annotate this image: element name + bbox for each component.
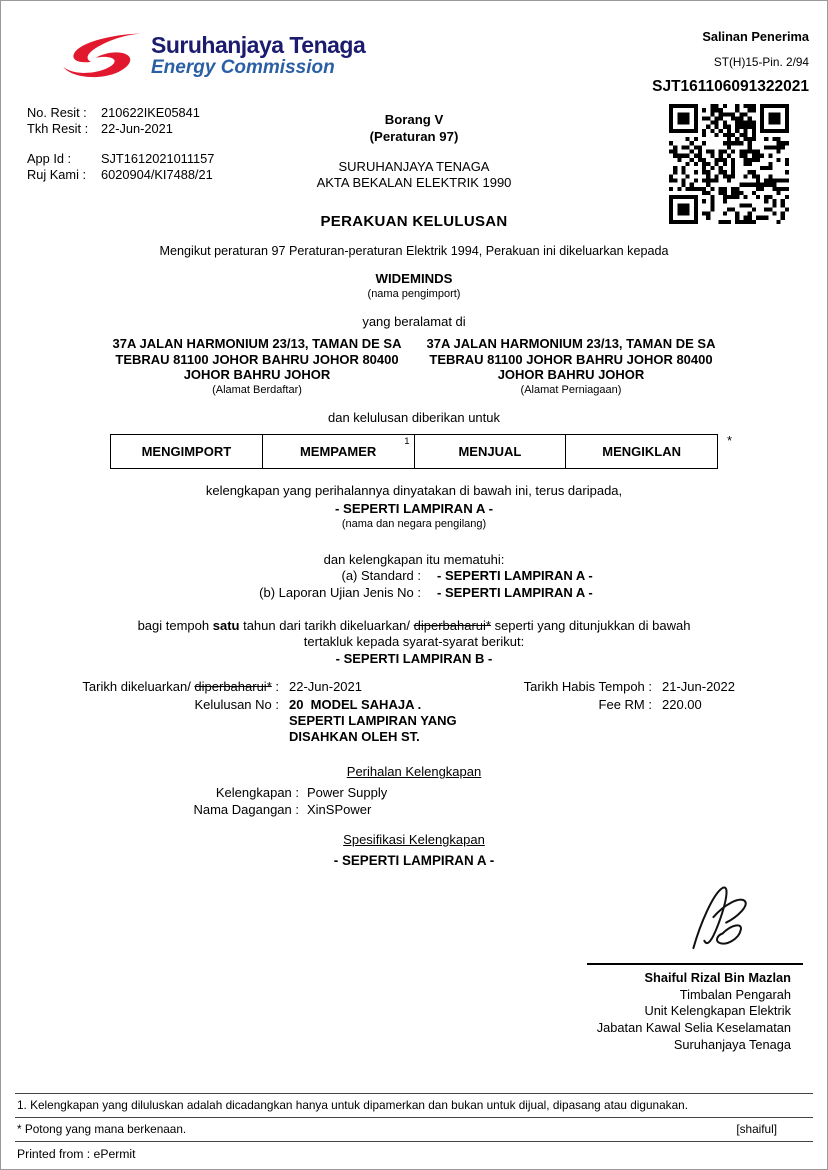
issued-date-value: 22-Jun-2021 xyxy=(289,678,362,694)
signatory-organization: Suruhanjaya Tenaga xyxy=(673,1036,791,1052)
fee-value: 220.00 xyxy=(662,696,702,712)
certificate-title: PERAKUAN KELULUSAN xyxy=(320,212,508,230)
printed-by-initials: [shaiful] xyxy=(736,1122,777,1136)
equipment-section-title: Perihalan Kelengkapan xyxy=(346,764,482,780)
issued-label-pre: Tarikh dikeluarkan/ xyxy=(82,678,195,694)
footnote-1: 1. Kelengkapan yang diluluskan adalah dicadangkan hanya untuk dipamerkan dan bukan untuk dijual, dipasang atau digunakan. xyxy=(17,1098,688,1112)
test-report-value: - SEPERTI LAMPIRAN A - xyxy=(437,584,593,600)
business-address: 37A JALAN HARMONIUM 23/13, TAMAN DE SA TEBRAU 81100 JOHOR BAHRU JOHOR 80400 JOHOR BAHRU JOHOR xyxy=(426,335,716,383)
receipt-no-value: 210622IKE05841 xyxy=(101,105,200,120)
activity-menjual xyxy=(414,434,566,469)
logo-text xyxy=(151,33,365,78)
validity-post: seperti yang ditunjukkan di bawah xyxy=(490,618,691,634)
activity-menjual-label: MENJUAL xyxy=(458,443,522,459)
logo-name-malay: Suruhanjaya Tenaga xyxy=(151,32,366,59)
signature-image xyxy=(677,875,759,961)
activity-mengiklan xyxy=(566,434,718,469)
signatory-department: Jabatan Kawal Selia Keselamatan xyxy=(596,1019,791,1035)
ruj-kami-label: Ruj Kami : xyxy=(27,167,87,183)
issued-label-strike: diperbaharui* xyxy=(194,678,272,694)
copy-label: Salinan Penerima xyxy=(702,29,809,44)
activity-mempamer xyxy=(262,434,414,469)
importer-caption: (nama pengimport) xyxy=(367,288,461,301)
expiry-date-value: 21-Jun-2022 xyxy=(662,678,735,694)
address-intro: yang beralamat di xyxy=(362,313,466,329)
approval-no-line-3: DISAHKAN OLEH ST. xyxy=(289,728,420,744)
manufacturer-value: - SEPERTI LAMPIRAN A - xyxy=(334,501,493,517)
activities-asterisk: * xyxy=(726,432,732,448)
compliance-grid xyxy=(1,568,827,601)
form-title: Borang V xyxy=(384,112,444,127)
signature-block xyxy=(587,875,803,1053)
fee-label: Fee RM : xyxy=(598,696,652,712)
footer xyxy=(15,1093,813,1161)
form-code: ST(H)15-Pin. 2/94 xyxy=(713,55,809,69)
spec-value: - SEPERTI LAMPIRAN A - xyxy=(333,852,495,868)
manufacturer-caption: (nama dan negara pengilang) xyxy=(341,518,487,531)
business-address-caption: (Alamat Perniagaan) xyxy=(520,384,622,397)
spec-section-title: Spesifikasi Kelengkapan xyxy=(343,831,485,847)
registered-address-block xyxy=(109,336,405,398)
activity-mengiklan-label: MENGIKLAN xyxy=(602,443,681,459)
serial-number: SJT161106091322021 xyxy=(652,78,809,95)
app-id-value: SJT1612021011157 xyxy=(101,150,215,166)
signatory-unit: Unit Kelengkapan Elektrik xyxy=(644,1003,791,1019)
compliance-intro: dan kelengkapan itu mematuhi: xyxy=(323,551,505,567)
footnote-1-mark: 1 xyxy=(404,435,410,447)
app-id-label: App Id : xyxy=(27,150,72,166)
issued-label-post: : xyxy=(271,678,279,694)
logo-name-english: Energy Commission xyxy=(151,56,335,78)
importer-name: WIDEMINDS xyxy=(375,271,453,287)
issue-details xyxy=(1,679,827,744)
signatory-name: Shaiful Rizal Bin Mazlan xyxy=(644,970,791,985)
form-regulation: (Peraturan 97) xyxy=(369,129,459,145)
kelengkapan-value: Power Supply xyxy=(307,785,388,801)
printed-from: Printed from : ePermit xyxy=(17,1147,136,1161)
approval-activities xyxy=(110,432,732,470)
approval-no-line-2: SEPERTI LAMPIRAN YANG xyxy=(289,712,457,728)
act-name: AKTA BEKALAN ELEKTRIK 1990 xyxy=(316,174,512,190)
terms-intro: tertakluk kepada syarat-syarat berikut: xyxy=(303,634,525,650)
activity-mempamer-label: MEMPAMER xyxy=(299,443,377,459)
brand-value: XinSPower xyxy=(307,802,372,818)
validity-clause xyxy=(1,618,827,634)
approval-no-value xyxy=(279,697,484,745)
st-swoosh-logo-icon xyxy=(59,27,143,85)
test-report-label: (b) Laporan Ujian Jenis No : xyxy=(259,584,421,600)
approval-no-line-1: 20 MODEL SAHAJA . xyxy=(289,696,422,712)
receipt-date-label: Tkh Resit : xyxy=(27,121,89,137)
brand-label: Nama Dagangan : xyxy=(193,802,299,818)
activity-mengimport xyxy=(111,434,263,469)
issued-to-intro: Mengikut peraturan 97 Peraturan-peraturan Elektrik 1994, Perakuan ini dikeluarkan kepada xyxy=(159,244,669,259)
validity-bold-word: satu xyxy=(212,618,240,634)
business-address-block xyxy=(423,336,719,398)
equipment-clause: kelengkapan yang perihalannya dinyatakan di bawah ini, terus daripada, xyxy=(205,483,623,499)
receipt-date-value: 22-Jun-2021 xyxy=(101,121,173,137)
signature-line xyxy=(587,963,803,965)
ruj-kami-value: 6020904/KI7488/21 xyxy=(101,167,213,183)
terms-value: - SEPERTI LAMPIRAN B - xyxy=(335,651,493,667)
footnote-asterisk: * Potong yang mana berkenaan. xyxy=(17,1122,187,1136)
validity-mid: tahun dari tarikh dikeluarkan/ xyxy=(239,618,414,634)
form-title-block xyxy=(1,111,827,145)
equipment-details xyxy=(1,785,827,818)
activity-mengimport-label: MENGIMPORT xyxy=(141,443,232,459)
approval-intro: dan kelulusan diberikan untuk xyxy=(327,409,500,425)
footnote-row xyxy=(15,1118,813,1141)
receipt-no-label: No. Resit : xyxy=(27,105,87,120)
issued-date-label xyxy=(1,679,279,695)
validity-pre: bagi tempoh xyxy=(137,618,213,634)
registered-address: 37A JALAN HARMONIUM 23/13, TAMAN DE SA TEBRAU 81100 JOHOR BAHRU JOHOR 80400 JOHOR BAHRU JOHOR xyxy=(112,335,402,383)
energy-commission-logo xyxy=(59,27,365,85)
approval-no-label: Kelulusan No : xyxy=(194,696,279,712)
signatory-position: Timbalan Pengarah xyxy=(679,986,791,1002)
standard-value: - SEPERTI LAMPIRAN A - xyxy=(437,567,593,583)
certificate-body xyxy=(1,159,827,869)
addresses xyxy=(1,336,827,398)
standard-label: (a) Standard : xyxy=(341,567,421,583)
org-name: SURUHANJAYA TENAGA xyxy=(338,159,490,174)
approval-activities-table xyxy=(110,434,718,470)
expiry-date-label: Tarikh Habis Tempoh : xyxy=(523,678,652,694)
kelengkapan-label: Kelengkapan : xyxy=(215,785,299,801)
registered-address-caption: (Alamat Berdaftar) xyxy=(212,384,302,397)
validity-strike-word: diperbaharui* xyxy=(413,618,491,634)
